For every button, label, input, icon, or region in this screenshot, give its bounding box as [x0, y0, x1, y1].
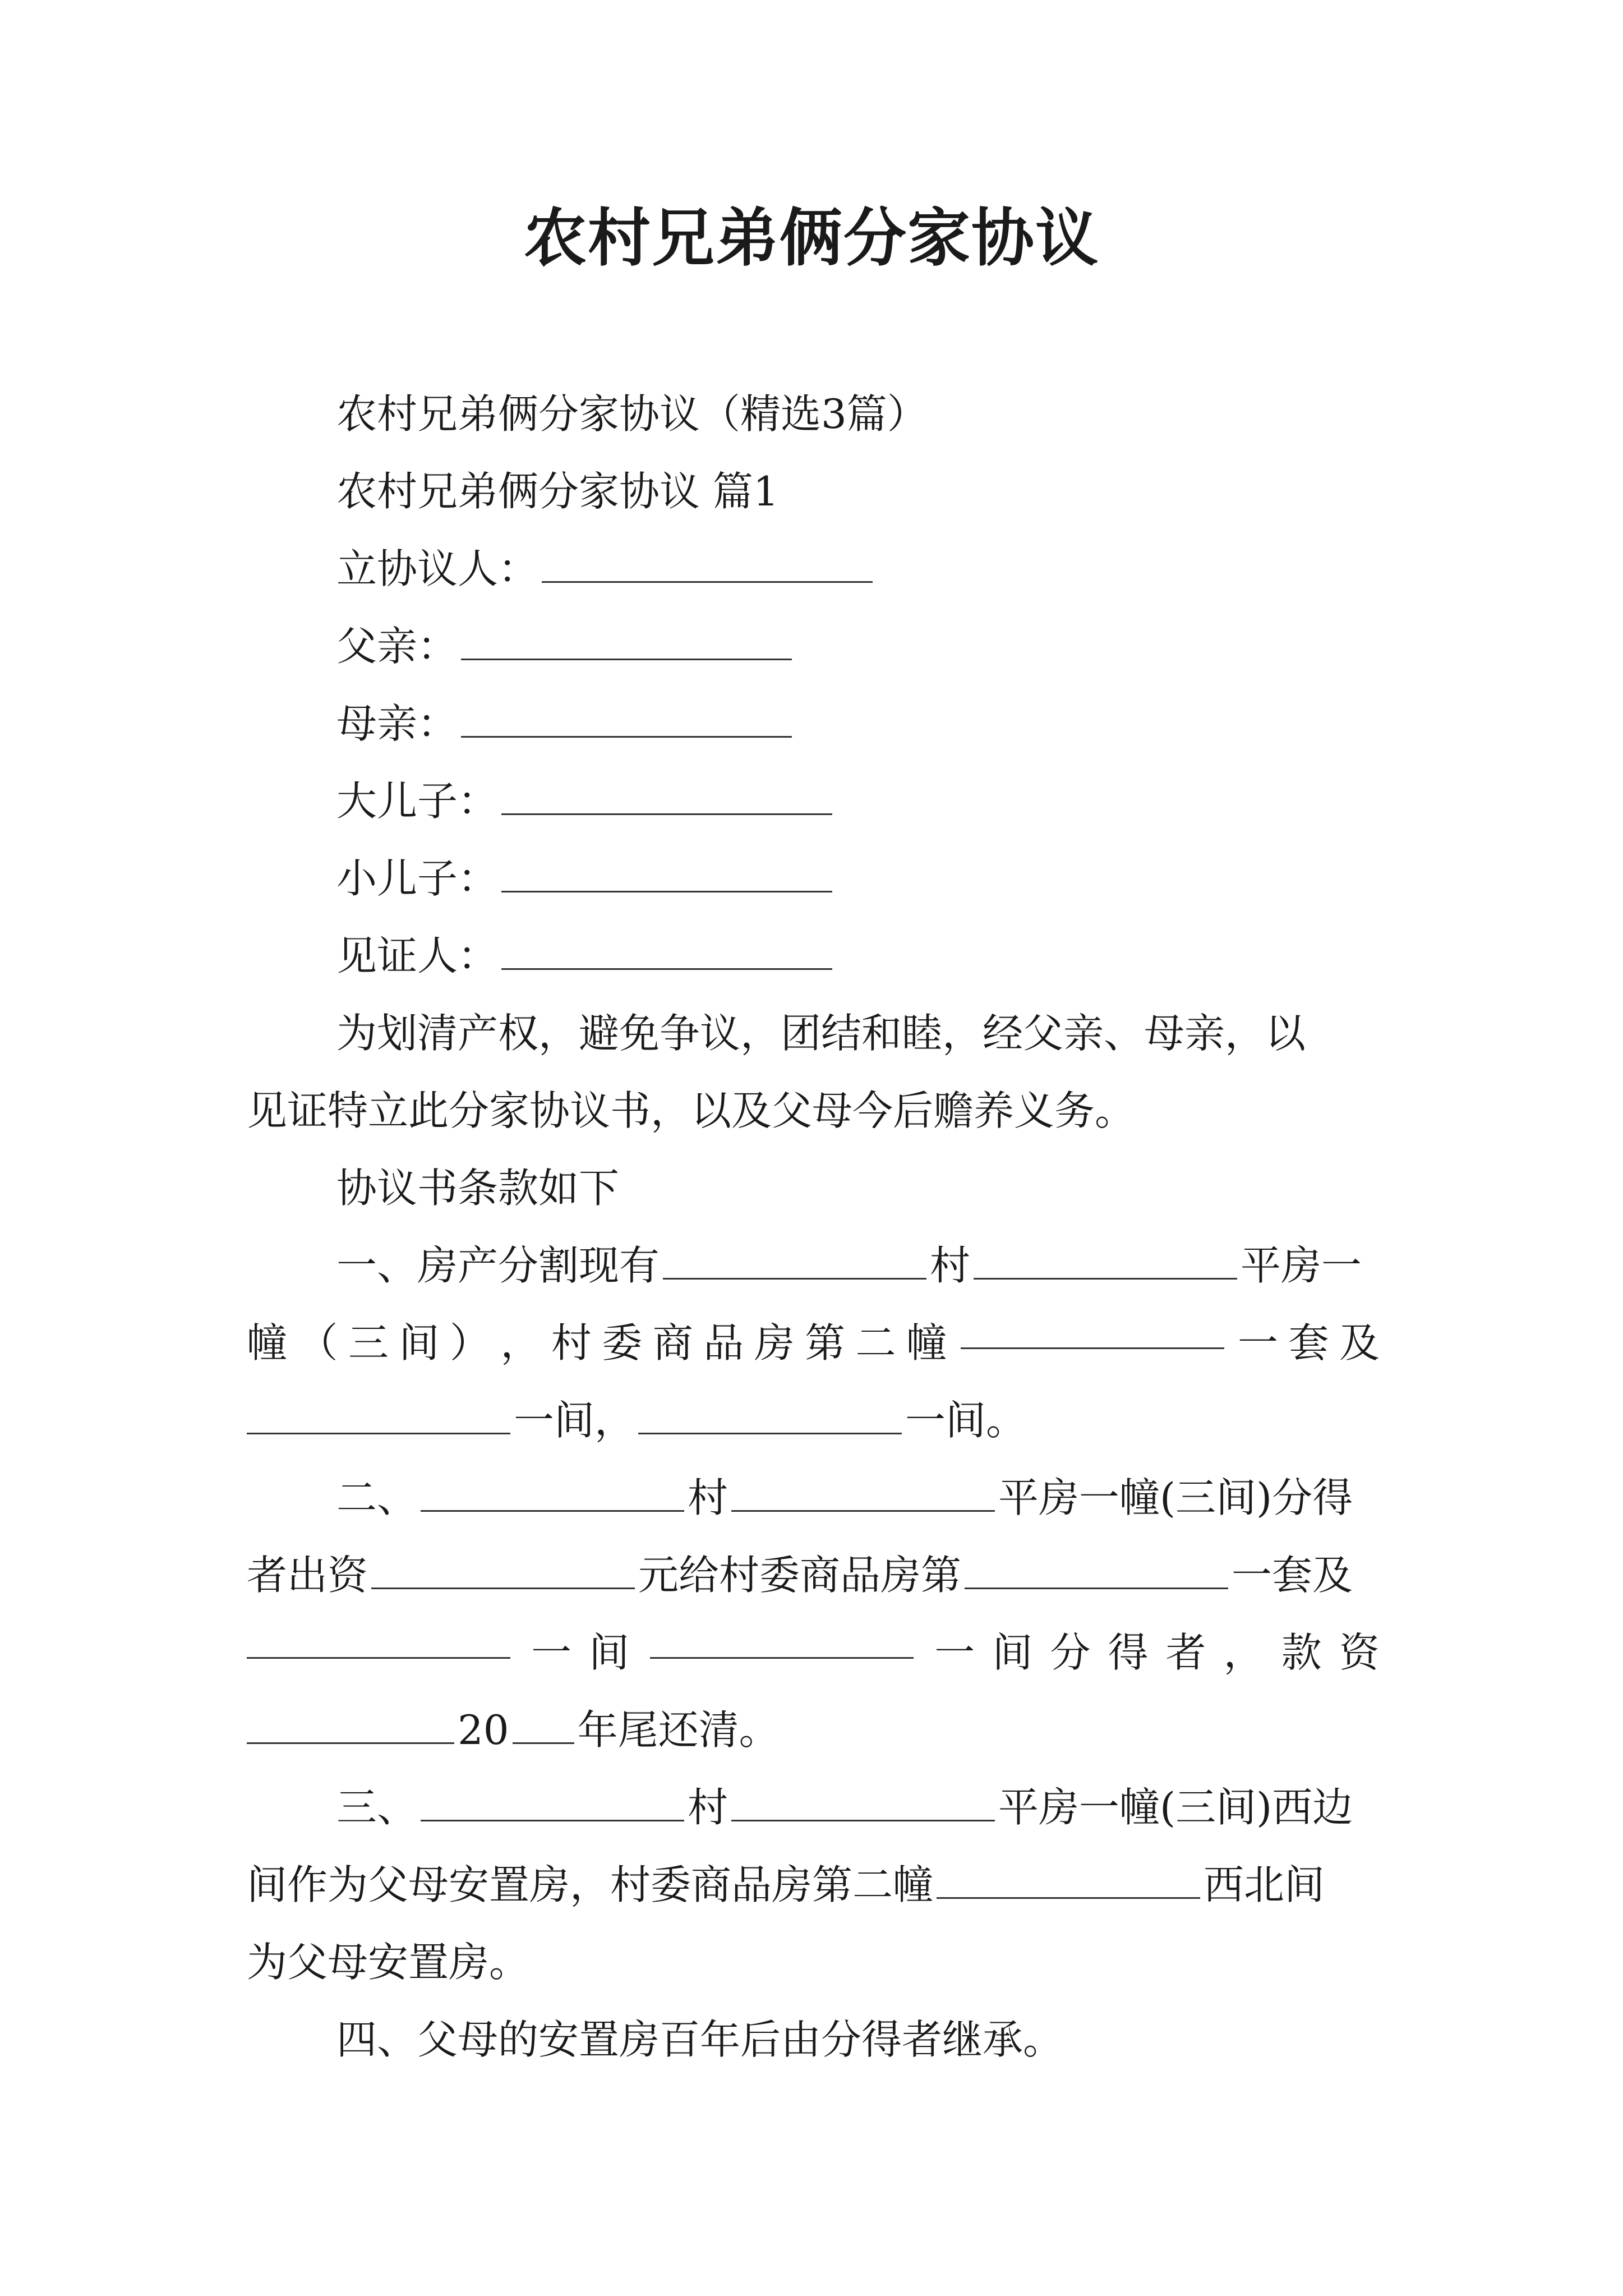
clause-2-line-3 [247, 1626, 1380, 1680]
clause-2-text: 一套及 [1232, 1552, 1353, 1599]
clause-2-line-1 [336, 1471, 1353, 1525]
witness-field [336, 929, 836, 983]
father-field [336, 619, 795, 673]
clause-1-char: 套 [1288, 1319, 1329, 1366]
section-heading: 农村兄弟俩分家协议 篇1 [336, 468, 779, 515]
clause-2-blank [513, 1711, 574, 1744]
preamble-line-2: 见证特立此分家协议书，以及父母今后赡养义务。 [247, 1087, 1136, 1134]
clause-1-char: ） [449, 1319, 490, 1366]
clause-1-char: （ [297, 1319, 338, 1366]
clause-3-text: 三、 [336, 1784, 418, 1831]
clause-2-text: 20 [458, 1706, 509, 1754]
father-label: 父亲： [336, 623, 458, 670]
clause-1-char: 三 [348, 1319, 389, 1366]
clause-2-text: 二、 [336, 1474, 418, 1521]
elder-son-blank [501, 782, 832, 815]
clause-1-blank [663, 1246, 926, 1280]
clause-3-text: 西北间 [1204, 1861, 1325, 1908]
father-blank [461, 627, 792, 660]
witness-blank [501, 937, 832, 970]
clause-2-line-2 [247, 1548, 1353, 1602]
clause-2-char: 资 [1339, 1629, 1380, 1676]
clause-2-blank [731, 1479, 995, 1512]
clause-2-char: 者 [1165, 1629, 1206, 1676]
clause-2-char: 一 [531, 1629, 572, 1676]
clause-2-blank [650, 1626, 914, 1659]
clause-1-line-2 [247, 1316, 1380, 1370]
clause-3-blank [937, 1866, 1200, 1899]
clause-2-char: 款 [1281, 1629, 1322, 1676]
clause-4-line-1: 四、父母的安置房百年后由分得者继承。 [336, 2016, 1064, 2063]
clause-1-blank [638, 1401, 902, 1434]
clause-1-char: 商 [652, 1319, 693, 1366]
clause-3-line-2 [247, 1858, 1325, 1912]
younger-son-field [336, 852, 836, 905]
clause-2-blank [247, 1711, 454, 1744]
clause-1-char: 村 [551, 1319, 592, 1366]
clause-1-text: 一、房产分割现有 [336, 1242, 660, 1289]
clause-2-text: 年尾还清。 [577, 1706, 780, 1754]
clause-2-text: 者出资 [247, 1552, 368, 1599]
clause-1-char: ， [500, 1319, 541, 1366]
clause-1-blank [247, 1401, 510, 1434]
younger-son-label: 小儿子： [336, 855, 499, 902]
clause-3-text: 平房一幢(三间)西边 [998, 1784, 1353, 1831]
document-title: 农村兄弟俩分家协议 [524, 201, 1099, 275]
clause-1-char: 委 [602, 1319, 643, 1366]
elder-son-label: 大儿子： [336, 777, 499, 825]
mother-blank [461, 705, 792, 738]
clause-3-text: 间作为父母安置房，村委商品房第二幢 [247, 1861, 934, 1908]
clause-1-text: 一间， [514, 1397, 635, 1444]
clause-1-text: 一间。 [905, 1397, 1027, 1444]
clause-1-line-3 [247, 1393, 1026, 1447]
clause-1-text: 平房一 [1241, 1242, 1362, 1289]
document-subtitle: 农村兄弟俩分家协议（精选3篇） [336, 390, 928, 438]
clause-3-line-3: 为父母安置房。 [247, 1939, 530, 1986]
clause-1-blank [961, 1316, 1224, 1349]
clause-1-char: 房 [754, 1319, 795, 1366]
clause-1-text: 村 [930, 1242, 971, 1289]
younger-son-blank [501, 859, 832, 892]
clause-2-char: 一 [934, 1629, 975, 1676]
clause-2-char: 间 [992, 1629, 1033, 1676]
clause-2-text: 村 [688, 1474, 728, 1521]
clause-1-char: 第 [805, 1319, 846, 1366]
clause-3-blank [731, 1788, 995, 1821]
clause-1-char: 间 [399, 1319, 440, 1366]
clauses-heading: 协议书条款如下 [336, 1165, 620, 1212]
clause-3-line-1 [336, 1780, 1353, 1834]
clause-1-char: 幢 [906, 1319, 947, 1366]
clause-2-blank [421, 1479, 684, 1512]
parties-field [336, 542, 876, 596]
witness-label: 见证人： [336, 932, 499, 979]
clause-2-char: 得 [1108, 1629, 1149, 1676]
clause-1-char: 一 [1238, 1319, 1279, 1366]
mother-field [336, 697, 795, 751]
clause-2-char: 分 [1050, 1629, 1091, 1676]
clause-2-char: ， [1223, 1629, 1264, 1676]
mother-label: 母亲： [336, 700, 458, 747]
clause-2-text: 平房一幢(三间)分得 [998, 1474, 1353, 1521]
preamble-line-1: 为划清产权，避免争议，团结和睦，经父亲、母亲，以 [336, 1010, 1306, 1057]
clause-1-line-1 [336, 1239, 1362, 1292]
clause-1-char: 二 [855, 1319, 896, 1366]
clause-2-blank [371, 1556, 635, 1589]
clause-2-line-4 [247, 1703, 780, 1757]
clause-2-blank [965, 1556, 1228, 1589]
clause-1-char: 幢 [247, 1319, 288, 1366]
clause-1-char: 品 [703, 1319, 744, 1366]
elder-son-field [336, 774, 836, 828]
clause-2-text: 元给村委商品房第 [638, 1552, 962, 1599]
clause-1-char: 及 [1339, 1319, 1380, 1366]
clause-1-blank [974, 1246, 1237, 1280]
clause-3-text: 村 [688, 1784, 728, 1831]
clause-3-blank [421, 1788, 684, 1821]
parties-label: 立协议人： [336, 545, 539, 592]
parties-blank [542, 550, 873, 583]
clause-2-blank [247, 1626, 510, 1659]
clause-2-char: 间 [589, 1629, 630, 1676]
